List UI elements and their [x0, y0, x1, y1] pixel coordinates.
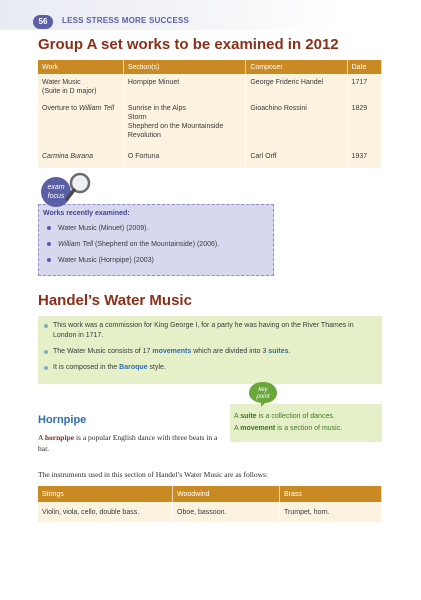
- column-header-brass: Brass: [280, 486, 382, 502]
- badge-label-line1: exam: [47, 184, 65, 191]
- table-row: [38, 148, 382, 168]
- instruments-intro: The instruments used in this section of Handel’s Water Music are as follows:: [38, 470, 269, 479]
- sections-cell: [123, 148, 245, 168]
- exam-focus-badge: [40, 170, 96, 210]
- column-header-strings: Strings: [38, 486, 173, 502]
- bullet-icon: [47, 242, 51, 246]
- badge-label-line1: key: [258, 387, 268, 393]
- section-title-set-works: Group A set works to be examined in 2012: [38, 36, 339, 53]
- list-item-text: style.: [147, 364, 166, 371]
- hornpipe-paragraph: [38, 432, 218, 454]
- key-point-badge: [247, 380, 279, 408]
- bullet-icon: [44, 350, 48, 354]
- date-cell: 1937: [347, 148, 381, 168]
- list-item-text: It is composed in the: [53, 364, 120, 371]
- column-header-composer: Composer: [246, 60, 347, 74]
- bullet-icon: [44, 324, 48, 328]
- term-baroque: Baroque: [119, 364, 148, 371]
- woodwind-cell: Oboe, bassoon.: [173, 502, 280, 522]
- list-item: [47, 225, 219, 241]
- list-item-text: which are divided into 3: [191, 348, 269, 355]
- column-header-date: Date: [347, 60, 381, 74]
- sections-cell: [123, 100, 245, 148]
- work-title: Water Music: [42, 79, 81, 86]
- term-suite: suite: [240, 413, 257, 420]
- date-cell: 1829: [347, 100, 381, 148]
- list-item-text: The Water Music consists of 17: [53, 348, 153, 355]
- section-title-water-music: Handel’s Water Music: [38, 292, 192, 309]
- paragraph-text: A: [38, 433, 45, 442]
- list-item-text: .: [288, 348, 291, 355]
- column-header-work: Work: [38, 60, 123, 74]
- facts-list: [42, 321, 378, 379]
- table-row: [38, 100, 382, 148]
- work-cell: [38, 100, 123, 148]
- key-point-box: [230, 404, 382, 442]
- section-name: Storm: [127, 114, 147, 121]
- list-item: [47, 241, 219, 257]
- list-item-italic: William Tell: [58, 241, 94, 248]
- work-title: Overture to: [42, 105, 79, 112]
- work-cell: Carmina Burana: [38, 148, 123, 168]
- strings-cell: Violin, viola, cello, double bass.: [38, 502, 173, 522]
- exam-focus-list: [47, 225, 219, 273]
- badge-label-line2: focus: [47, 193, 65, 200]
- list-item: [42, 347, 378, 357]
- list-item: [42, 363, 378, 373]
- list-item-text: (Shepherd on the Mountainside) (2006).: [93, 241, 220, 248]
- bullet-icon: [47, 258, 51, 262]
- running-title: LESS STRESS MORE SUCCESS: [62, 16, 190, 25]
- bullet-icon: [47, 226, 51, 230]
- key-point-line: A: [234, 425, 241, 432]
- section-name: O Fortuna: [127, 153, 160, 160]
- term-movements: movements: [152, 348, 192, 355]
- key-point-line: is a section of music.: [275, 425, 343, 432]
- term-suites: suites: [268, 348, 289, 355]
- section-name: Sunrise in the Alps: [127, 105, 186, 112]
- composer-cell: Carl Orff: [246, 148, 347, 168]
- badge-circle: [41, 177, 71, 207]
- set-works-table: [38, 60, 382, 168]
- list-item-text: Water Music (Minuet) (2009).: [58, 225, 149, 232]
- section-name: Hornpipe Minuet: [127, 79, 180, 86]
- column-header-sections: Section(s): [123, 60, 245, 74]
- date-cell: 1717: [347, 74, 381, 100]
- exam-focus-title: Works recently examined:: [43, 210, 130, 217]
- page-header: [0, 0, 421, 30]
- list-item: [47, 257, 219, 273]
- work-cell: [38, 74, 123, 100]
- section-name: Shepherd on the Mountainside: [127, 123, 224, 130]
- table-header-row: [38, 486, 382, 502]
- badge-label-line2: point: [256, 394, 270, 400]
- sections-cell: [123, 74, 245, 100]
- column-header-woodwind: Woodwind: [173, 486, 280, 502]
- section-name: Revolution: [127, 132, 161, 139]
- table-row: [38, 74, 382, 100]
- term-movement: movement: [240, 425, 276, 432]
- page-number: 56: [33, 15, 53, 29]
- header-band: [0, 0, 421, 30]
- table-row: [38, 502, 382, 522]
- work-subtitle: (Suite in D major): [42, 88, 97, 95]
- key-point-text: [234, 411, 342, 435]
- composer-cell: George Frideric Handel: [246, 74, 347, 100]
- magnifying-glass-icon: [67, 174, 89, 199]
- list-item: [42, 321, 378, 341]
- paragraph-text: is a popular English dance with three beats in a bar.: [38, 433, 218, 453]
- instruments-table: [38, 486, 382, 522]
- work-title-italic: William Tell: [78, 105, 115, 112]
- composer-cell: Gioachino Rossini: [246, 100, 347, 148]
- term-hornpipe: hornpipe: [44, 433, 75, 442]
- water-music-facts-box: [38, 316, 382, 384]
- bullet-icon: [44, 366, 48, 370]
- hornpipe-heading: Hornpipe: [38, 414, 87, 426]
- brass-cell: Trumpet, horn.: [280, 502, 382, 522]
- exam-focus-box: [38, 204, 274, 276]
- key-point-line: A: [234, 413, 241, 420]
- list-item-text: Water Music (Hornpipe) (2003): [58, 257, 154, 264]
- table-header-row: [38, 60, 382, 74]
- list-item-text: This work was a commission for King George I, for a party he was having on the River Thames in London in 1717.: [53, 322, 354, 339]
- key-point-line: is a collection of dances.: [256, 413, 335, 420]
